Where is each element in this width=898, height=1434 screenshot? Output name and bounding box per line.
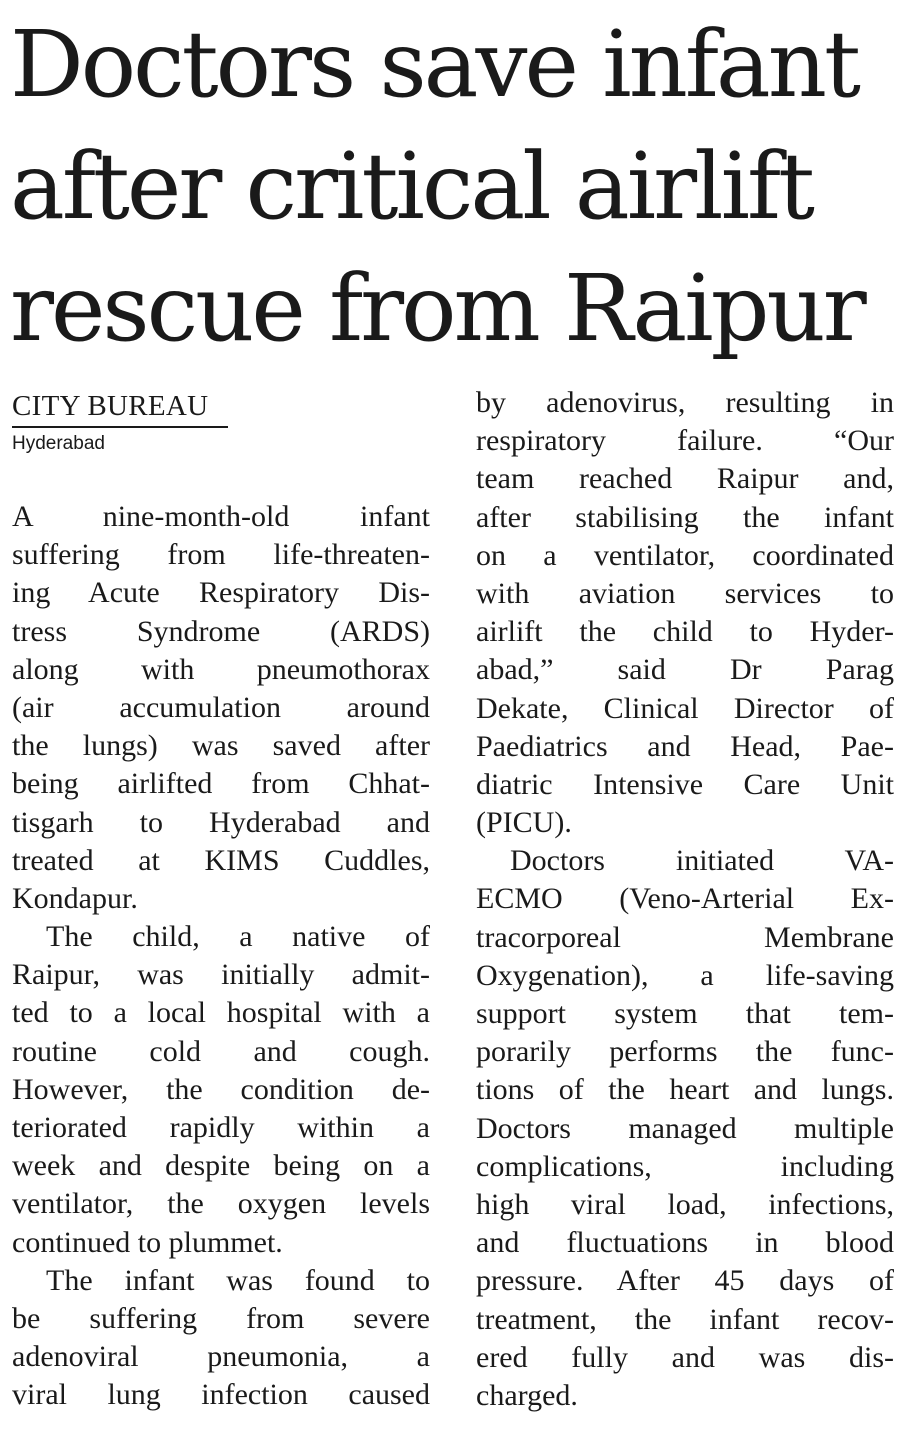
body-text-line: Oxygenation), a life-saving bbox=[476, 958, 894, 992]
dateline: Hyderabad bbox=[12, 433, 105, 454]
body-text-line: ventilator, the oxygen levels bbox=[12, 1187, 430, 1221]
body-text-line: adenoviral pneumonia, a bbox=[12, 1340, 430, 1374]
headline-line: after critical airlift bbox=[10, 133, 813, 240]
body-text-line: teriorated rapidly within a bbox=[12, 1111, 430, 1144]
body-text-line: tracorporeal Membrane bbox=[476, 920, 894, 954]
body-text-line: diatric Intensive Care Unit bbox=[476, 767, 894, 801]
headline bbox=[10, 4, 890, 370]
body-text-line: porarily performs the func- bbox=[476, 1035, 894, 1069]
body-text-line: being airlifted from Chhat- bbox=[12, 767, 430, 801]
body-text-line: high viral load, infections, bbox=[476, 1187, 894, 1221]
body-text-line: The infant was found to bbox=[46, 1263, 430, 1297]
article-column-left bbox=[12, 498, 430, 1415]
body-text-line: Kondapur. bbox=[12, 881, 138, 915]
body-text-line: respiratory failure. “Our bbox=[476, 424, 894, 458]
body-text-line: airlift the child to Hyder- bbox=[476, 615, 894, 649]
body-text-line: tions of the heart and lungs. bbox=[476, 1073, 894, 1107]
body-text-line: Raipur, was initially admit- bbox=[12, 958, 430, 992]
body-text-line: Doctors initiated VA- bbox=[510, 844, 894, 878]
body-text-line: charged. bbox=[476, 1378, 578, 1412]
body-text-line: week and despite being on a bbox=[12, 1149, 430, 1183]
body-text-line: ECMO (Veno-Arterial Ex- bbox=[476, 882, 894, 916]
body-text-line: be suffering from severe bbox=[12, 1301, 430, 1335]
body-text-line: viral lung infection caused bbox=[12, 1378, 430, 1412]
headline-line: Doctors save infant bbox=[10, 11, 858, 118]
body-text-line: ted to a local hospital with a bbox=[12, 996, 430, 1030]
body-text-line: on a ventilator, coordinated bbox=[476, 538, 894, 572]
body-text-line: routine cold and cough. bbox=[12, 1034, 430, 1068]
body-text-line: Doctors managed multiple bbox=[476, 1111, 894, 1145]
body-text-line: (PICU). bbox=[476, 806, 572, 840]
body-text-line: tisgarh to Hyderabad and bbox=[12, 805, 430, 839]
body-text-line: by adenovirus, resulting in bbox=[476, 386, 894, 419]
body-text-line: abad,” said Dr Parag bbox=[476, 653, 894, 687]
body-text-line: Dekate, Clinical Director of bbox=[476, 691, 894, 725]
body-text-line: The child, a native of bbox=[46, 920, 430, 954]
byline bbox=[12, 388, 228, 456]
body-text-line: with aviation services to bbox=[476, 576, 894, 610]
article-column-right bbox=[476, 384, 894, 1415]
body-text-line: along with pneumothorax bbox=[12, 652, 430, 686]
body-text-line: after stabilising the infant bbox=[476, 500, 894, 534]
body-text-line: team reached Raipur and, bbox=[476, 462, 894, 496]
body-text-line: (air accumulation around bbox=[12, 690, 430, 724]
body-text-line: suffering from life-threaten- bbox=[12, 538, 430, 572]
body-text-line: continued to plummet. bbox=[12, 1225, 283, 1259]
body-text-line: treatment, the infant recov- bbox=[476, 1302, 894, 1336]
body-text-line: ered fully and was dis- bbox=[476, 1340, 894, 1374]
body-text-line: pressure. After 45 days of bbox=[476, 1264, 894, 1298]
body-text-line: and fluctuations in blood bbox=[476, 1226, 894, 1260]
body-text-line: However, the condition de- bbox=[12, 1072, 430, 1106]
body-text-line: complications, including bbox=[476, 1149, 894, 1183]
byline-bureau: CITY BUREAU bbox=[12, 388, 228, 428]
body-text-line: A nine-month-old infant bbox=[12, 500, 430, 533]
body-text-line: ing Acute Respiratory Dis- bbox=[12, 576, 430, 610]
body-text-line: the lungs) was saved after bbox=[12, 729, 430, 763]
body-text-line: support system that tem- bbox=[476, 997, 894, 1030]
headline-line: rescue from Raipur bbox=[10, 255, 864, 362]
body-text-line: tress Syndrome (ARDS) bbox=[12, 614, 430, 648]
body-text-line: treated at KIMS Cuddles, bbox=[12, 843, 430, 877]
body-text-line: Paediatrics and Head, Pae- bbox=[476, 729, 894, 763]
